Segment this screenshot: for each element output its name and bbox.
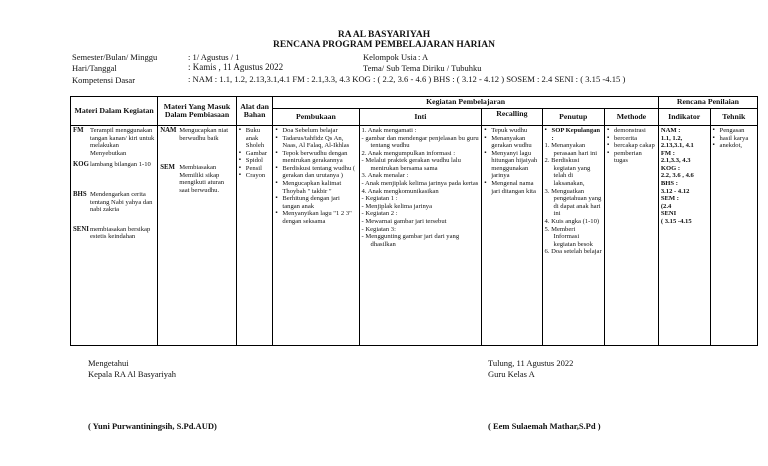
indikator-line: KOG :: [660, 164, 681, 172]
tehnik-cell: [710, 126, 757, 346]
pembiasaan-item: [160, 164, 234, 194]
inti-item: 2. Anak mengumpulkan informasi :: [361, 149, 456, 157]
indikator-line: 2.2, 3.6 , 4.6: [660, 172, 694, 180]
kelompok-label: Kelompok Usia: [363, 52, 417, 62]
kompetensi-label: Kompetensi Dasar: [72, 75, 136, 85]
methode-item: ▪ bercerita: [614, 135, 656, 143]
kompetensi-value: : NAM : 1.1, 1.2, 2.13,3.1,4.1 FM : 2.1,3.3, 4.3 KOG : ( 2.2, 3.6 - 4.6 ) BHS : ( 3.12 - 4.12 ) SOSEM : 2.4 SENI : ( 3.15 -4.15 ): [188, 74, 626, 84]
materi-item: [73, 127, 155, 157]
pembiasaan-text: Mengucapkan niat berwudhu baik: [179, 127, 229, 142]
materi-item: [73, 226, 155, 241]
materi-code: KOG: [73, 161, 89, 169]
alat-item: ▪ Pensil: [246, 165, 271, 173]
materi-code: BHS: [73, 191, 87, 199]
rpph-table: [70, 96, 758, 346]
inti-item: - Mewarnai gambar jari tersebut: [361, 217, 447, 225]
alat-item: ▪ Crayon: [246, 172, 271, 180]
sig-left-line1: Mengetahui: [88, 358, 129, 368]
inti-item: - Kegiatan 3:: [361, 225, 396, 233]
sig-left-line2: Kepala RA Al Basyariyah: [88, 369, 177, 379]
penutup-item: 3. Menguatkan pengetahuan yang di dapat anak hari ini: [544, 187, 602, 218]
indikator-line: BHS :: [660, 180, 678, 188]
header-tehnik: Tehnik: [710, 109, 757, 126]
indikator-line: ( 3.15 -4.15: [660, 217, 692, 225]
inti-item: - Menggunting gambar jari dari yang dhasilkan: [361, 233, 460, 248]
sig-right-line2: Guru Kelas A: [488, 369, 535, 379]
header-alat: Alat dan Bahan: [236, 97, 273, 126]
pembiasaan-text: Membiasakan Memiliki sikap mengikuti aturan saat berwudhu.: [179, 164, 225, 194]
materi-code: SENI: [73, 225, 89, 233]
indikator-line: SEM :: [660, 195, 679, 203]
alat-item: ▪ Spidol: [246, 157, 271, 165]
alat-cell: [236, 126, 273, 346]
recalling-item: ▪ Tepuk wudhu: [491, 127, 539, 135]
indikator-line: SENI: [660, 210, 677, 218]
header-methode: Methode: [604, 109, 658, 126]
tehnik-item: ▪ anekdot,: [720, 142, 755, 150]
penutup-item: 4. Kuis angka (1-10): [544, 217, 600, 225]
inti-item: - Kegiatan 1 :: [361, 195, 398, 203]
indikator-line: 2.1,3.3, 4.3: [660, 157, 691, 165]
indikator-line: (2.4: [660, 202, 672, 210]
pembukaan-item: ▪ Berdiskusi tentang wudhu ( gerakan dan urutanya ): [282, 165, 356, 180]
inti-item: 1. Anak mengamati :: [361, 127, 417, 134]
penutup-title: ▪ SOP Kepulangan :: [552, 127, 602, 142]
pembukaan-item: ▪ Doa Sebelum belajar: [282, 127, 356, 135]
materi-text: Mendengarkan cerita tentang Nabi yahya dan nabi zakria: [90, 191, 153, 214]
semester-value: : 1/ Agustus / 1: [188, 52, 240, 62]
semester-label: Semester/Bulan/ Minggu: [72, 52, 158, 62]
inti-item: 3. Anak menalar :: [361, 172, 409, 180]
header-rencana: Rencana Penilaian: [658, 97, 757, 109]
tema-label: Tema/ Sub Tema: [363, 63, 421, 73]
recalling-item: ▪ Menyanyi lagu hitungan hijaiyah menggunakan jarinya: [491, 150, 539, 180]
header-pembukaan: Pembukaan: [273, 109, 359, 126]
pembukaan-item: ▪ Mengucapkan kalimat Thoybah " takbir ": [282, 180, 356, 195]
pembiasaan-cell: [158, 126, 237, 346]
inti-cell: [359, 126, 482, 346]
inti-item: - Menjiplak kelima jarinya: [361, 202, 433, 210]
recalling-item: ▪ Mengenal nama jari ditangan kita: [491, 180, 539, 195]
pembiasaan-code: SEM: [160, 164, 175, 172]
pembukaan-item: ▪ Tadarus/tahfidz Qs An, Naas, Al Falaq, Al-Ikhlas: [282, 135, 356, 150]
penutup-cell: [542, 126, 604, 346]
tehnik-item: ▪ hasil karya: [720, 135, 755, 143]
pembukaan-item: ▪ Berhitung dengan jari tangan anak: [282, 195, 356, 210]
header-kegiatan: Kegiatan Pembelajaran: [273, 97, 658, 109]
inti-item: - Anak menjiplak kelima jarinya pada kertas: [361, 180, 479, 188]
recalling-item: ▪ Menanyakan gerakan wudhu: [491, 135, 539, 150]
indikator-cell: [658, 126, 710, 346]
header-penutup: Penutup: [542, 109, 604, 126]
tehnik-item: ▪ Pengasan: [720, 127, 755, 135]
penutup-item: 6. Doa setelah belajar: [544, 248, 602, 256]
indikator-line: 3.12 - 4.12: [660, 187, 690, 195]
inti-item: 4. Anak mengkomunikasikan: [361, 187, 439, 195]
recalling-cell: [482, 126, 542, 346]
materi-text: Terampil menggunakan tangan kanan/ kiri untuk melakukan Menyebutkan: [90, 127, 155, 157]
inti-item: - gambar dan mendengar penjelasan bu guru tentang wudhu: [361, 134, 479, 150]
materi-item: [73, 191, 155, 214]
penutup-item: 1. Menanyakan perasaan hari ini: [544, 142, 598, 157]
materi-code: FM: [73, 127, 84, 134]
sig-left-name: ( Yuni Purwantiningsih, S.Pd.AUD): [88, 421, 217, 431]
materi-cell: [71, 126, 158, 346]
pembukaan-item: ▪ Menyanyikan lagu "1 2 3" dengan seksama: [282, 210, 356, 225]
pembiasaan-code: NAM: [160, 127, 177, 134]
indikator-line: 1.1, 1.2,: [660, 134, 683, 142]
pembukaan-cell: [273, 126, 359, 346]
header-materi: Materi Dalam Kegiatan: [71, 97, 158, 126]
header-recalling: Recalling: [482, 109, 542, 126]
methode-cell: [604, 126, 658, 346]
school-title: RA AL BASYARIYAH: [337, 30, 431, 40]
methode-item: ▪ pemberian tugas: [614, 150, 656, 165]
indikator-line: 2.13,3.1, 4.1: [660, 142, 694, 150]
header-inti: Inti: [359, 109, 482, 126]
inti-item: - Kegiatan 2 :: [361, 210, 398, 218]
pembukaan-item: ▪ Tepok berwudhu dengan menirukan gerakannya: [282, 150, 356, 165]
document-title: RENCANA PROGRAM PEMBELAJARAN HARIAN: [273, 40, 495, 50]
materi-item: [73, 161, 155, 169]
indikator-line: FM :: [660, 149, 675, 157]
header-indikator: Indikator: [658, 109, 710, 126]
indikator-line: NAM :: [660, 127, 681, 134]
pembiasaan-item: [160, 127, 234, 142]
hari-label: Hari/Tanggal: [72, 63, 117, 73]
methode-item: ▪ bercakap cakap: [614, 142, 656, 150]
header-materi-pembiasaan: Materi Yang Masuk Dalam Pembiasaan: [158, 97, 237, 126]
methode-item: ▪ demonstrasi: [614, 127, 656, 135]
alat-item: ▪ Buku anak Sholeh: [246, 127, 271, 150]
penutup-item: 2. Berdiskusi kegiatan yang telah di laksanakan,: [544, 157, 591, 188]
tema-value: : Diriku / Tubuhku: [418, 63, 482, 73]
kelompok-value: : A: [418, 52, 429, 62]
penutup-item: 5. Memberi Informasi kegiatan besok: [544, 225, 593, 248]
sig-right-name: ( Eem Sulaemah Mathar,S.Pd ): [488, 421, 601, 431]
sig-right-line1: Tulung, 11 Agustus 2022: [488, 358, 574, 368]
materi-text: lambang bilangan 1-10: [90, 161, 151, 169]
materi-text: membiasakan bersikap estetis keindahan: [90, 225, 151, 241]
inti-item: - Melalui praktek gerakan wudhu lalu menirukan bersama sama: [361, 157, 461, 172]
alat-item: ▪ Gambar: [246, 150, 271, 158]
hari-value: : Kamis , 11 Agustus 2022: [188, 62, 284, 72]
